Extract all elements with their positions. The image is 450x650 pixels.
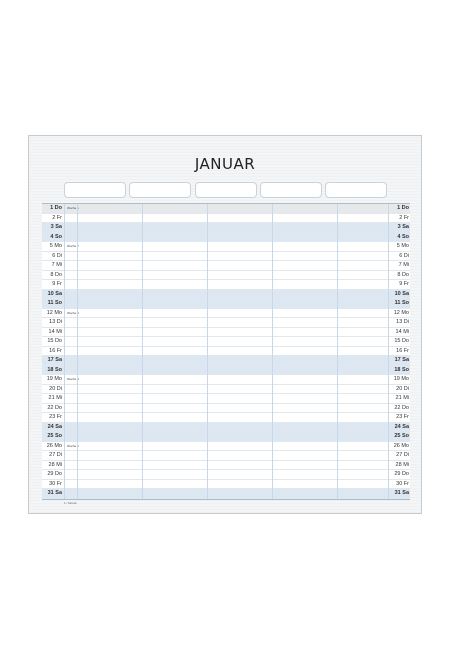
calendar-sheet — [28, 135, 422, 514]
day-label-right: 17 Sa — [394, 357, 409, 364]
day-label-left: 12 Mo — [46, 309, 62, 316]
day-row — [42, 299, 410, 309]
column-divider — [388, 204, 389, 499]
day-label-left: 9 Fr — [52, 281, 62, 288]
day-label-left: 28 Mi — [48, 461, 62, 468]
day-row — [42, 318, 410, 328]
day-row — [42, 290, 410, 300]
day-row — [42, 375, 410, 385]
day-row — [42, 337, 410, 347]
day-row — [42, 261, 410, 271]
day-label-left: 15 Do — [47, 338, 62, 345]
day-label-left: 3 Sa — [50, 224, 62, 231]
week-label: Woche 4 — [67, 377, 79, 382]
day-label-right: 5 Mo — [396, 243, 409, 250]
day-label-left: 8 Do — [50, 271, 62, 278]
month-title: JANUAR — [194, 155, 256, 173]
day-label-right: 3 Sa — [397, 224, 409, 231]
week-label: Woche 3 — [67, 310, 79, 315]
day-row — [42, 280, 410, 290]
day-label-left: 19 Mo — [46, 376, 62, 383]
day-row — [42, 432, 410, 442]
day-label-left: 6 Di — [52, 252, 62, 259]
column-header-box[interactable] — [129, 182, 191, 198]
day-row — [42, 423, 410, 433]
day-label-left: 13 Di — [49, 319, 62, 326]
day-label-left: 24 Sa — [47, 423, 62, 430]
day-label-right: 20 Di — [396, 385, 409, 392]
day-label-right: 15 Do — [394, 338, 409, 345]
day-label-right: 11 So — [394, 300, 409, 307]
day-label-right: 6 Di — [399, 252, 409, 259]
day-label-right: 10 Sa — [394, 290, 409, 297]
day-label-right: 21 Mi — [395, 395, 409, 402]
day-row — [42, 214, 410, 224]
day-label-left: 26 Mo — [46, 442, 62, 449]
day-label-right: 23 Fr — [396, 414, 409, 421]
day-row — [42, 451, 410, 461]
day-label-right: 14 Mi — [395, 328, 409, 335]
day-row — [42, 328, 410, 338]
day-row — [42, 489, 410, 499]
day-label-right: 13 Di — [396, 319, 409, 326]
day-row — [42, 309, 410, 319]
column-header-box[interactable] — [64, 182, 126, 198]
day-label-right: 16 Fr — [396, 347, 409, 354]
day-label-left: 1 Do — [50, 205, 62, 211]
day-label-left: 21 Mi — [48, 395, 62, 402]
day-label-left: 7 Mi — [51, 262, 62, 269]
column-divider — [77, 204, 78, 499]
day-row — [42, 413, 410, 423]
day-label-left: 5 Mo — [49, 243, 62, 250]
week-label: Woche 2 — [67, 244, 79, 249]
day-row — [42, 461, 410, 471]
day-label-right: 7 Mi — [398, 262, 409, 269]
day-label-right: 8 Do — [397, 271, 409, 278]
day-label-left: 16 Fr — [49, 347, 62, 354]
day-label-left: 22 Do — [47, 404, 62, 411]
day-label-right: 29 Do — [394, 471, 409, 478]
day-row — [42, 366, 410, 376]
day-label-left: 23 Fr — [49, 414, 62, 421]
day-label-right: 25 So — [394, 433, 409, 440]
day-row — [42, 233, 410, 243]
day-label-left: 14 Mi — [48, 328, 62, 335]
column-divider — [142, 204, 143, 499]
day-row — [42, 271, 410, 281]
day-label-right: 19 Mo — [393, 376, 409, 383]
column-header-box[interactable] — [325, 182, 387, 198]
day-label-right: 27 Di — [396, 452, 409, 459]
calendar-grid — [42, 203, 410, 500]
day-row — [42, 347, 410, 357]
day-row — [42, 204, 410, 214]
day-label-left: 25 So — [47, 433, 62, 440]
footer-note: 1 / Monat — [64, 501, 77, 505]
day-label-left: 30 Fr — [49, 480, 62, 487]
day-label-right: 31 Sa — [394, 490, 409, 497]
day-label-left: 4 So — [50, 233, 62, 240]
day-row — [42, 480, 410, 490]
day-label-right: 28 Mi — [395, 461, 409, 468]
day-label-right: 26 Mo — [393, 442, 409, 449]
column-divider — [64, 204, 65, 499]
column-header-box[interactable] — [195, 182, 257, 198]
column-divider — [337, 204, 338, 499]
day-label-right: 2 Fr — [399, 214, 409, 221]
day-label-right: 1 Do — [397, 205, 409, 211]
week-label: Woche 1 — [67, 206, 79, 210]
day-label-right: 30 Fr — [396, 480, 409, 487]
day-label-right: 9 Fr — [399, 281, 409, 288]
day-label-right: 18 So — [394, 366, 409, 373]
day-label-left: 29 Do — [47, 471, 62, 478]
day-row — [42, 242, 410, 252]
day-label-right: 22 Do — [394, 404, 409, 411]
day-label-left: 27 Di — [49, 452, 62, 459]
day-label-left: 20 Di — [49, 385, 62, 392]
column-header-box[interactable] — [260, 182, 322, 198]
day-row — [42, 394, 410, 404]
column-divider — [207, 204, 208, 499]
day-row — [42, 356, 410, 366]
day-label-left: 17 Sa — [47, 357, 62, 364]
week-label: Woche 5 — [67, 443, 79, 448]
day-row — [42, 404, 410, 414]
day-label-left: 31 Sa — [47, 490, 62, 497]
day-label-right: 4 So — [397, 233, 409, 240]
day-label-left: 18 So — [47, 366, 62, 373]
day-label-left: 11 So — [47, 300, 62, 307]
column-divider — [272, 204, 273, 499]
day-row — [42, 470, 410, 480]
column-header-boxes — [64, 182, 387, 198]
day-row — [42, 385, 410, 395]
day-label-right: 12 Mo — [393, 309, 409, 316]
day-label-left: 10 Sa — [47, 290, 62, 297]
day-row — [42, 223, 410, 233]
day-label-right: 24 Sa — [394, 423, 409, 430]
day-label-left: 2 Fr — [52, 214, 62, 221]
day-row — [42, 252, 410, 262]
day-row — [42, 442, 410, 452]
